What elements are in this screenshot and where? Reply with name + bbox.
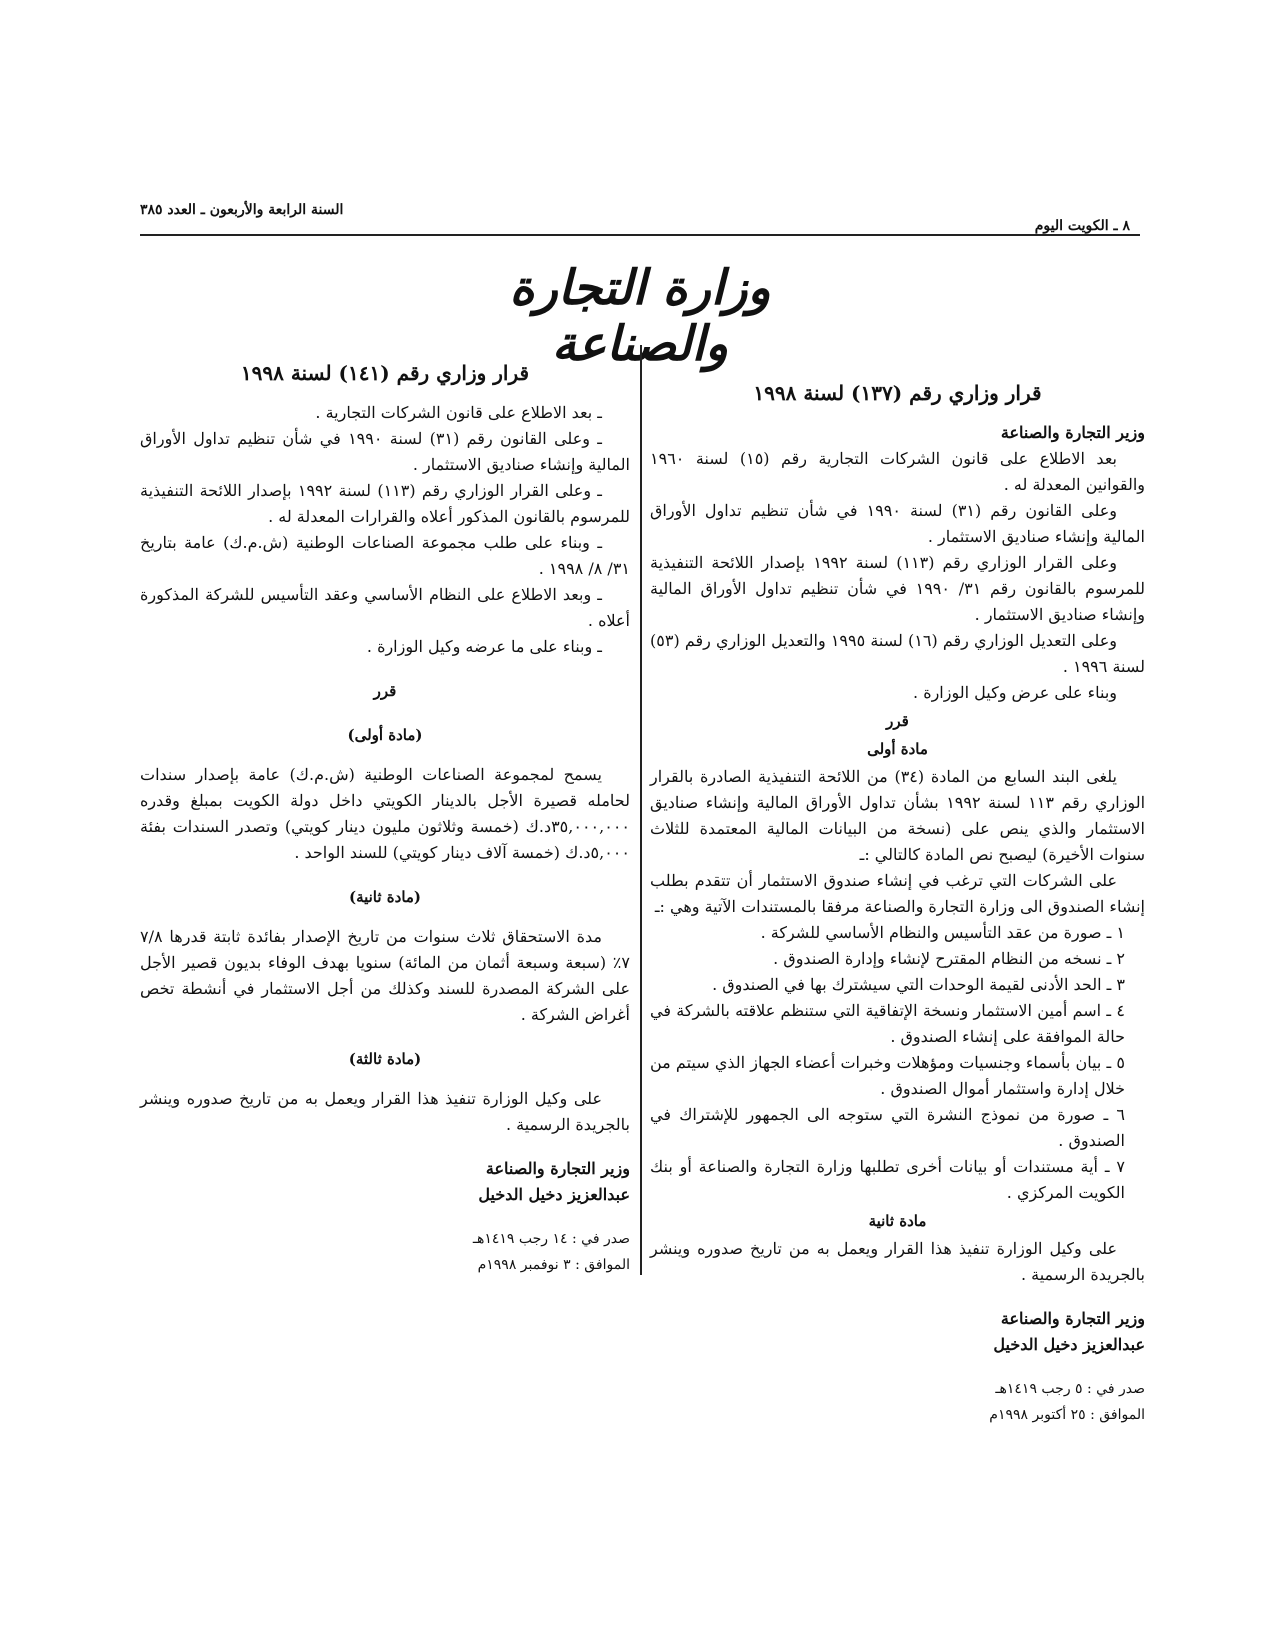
requirement-item: ٢ ـ نسخه من النظام المقترح لإنشاء وإدارة الصندوق . (773, 949, 1125, 968)
preamble-paragraph: ـ وبناء على ما عرضه وكيل الوزارة . (366, 637, 602, 656)
issue-date-gregorian: الموافق : ٣ نوفمبر ١٩٩٨م (477, 1257, 630, 1273)
requirement-item: ٤ ـ اسم أمين الاستثمار ونسخة الإتفاقية التي ستنظم علاقته بالشركة في حالة الموافقة على إنشاء الصندوق . (650, 1001, 1125, 1046)
article-1-paragraph: على الشركات التي ترغب في إنشاء صندوق الاستثمار أن تتقدم بطلب إنشاء الصندوق الى وزارة التجارة والصناعة مرفقا بالمستندات الآتية وهي :ـ (650, 871, 1145, 916)
decree-141-column (140, 360, 630, 1278)
article-3-paragraph: على وكيل الوزارة تنفيذ هذا القرار ويعمل به من تاريخ صدوره وينشر بالجريدة الرسمية . (140, 1089, 630, 1134)
preamble-paragraph: بعد الاطلاع على قانون الشركات التجارية رقم (١٥) لسنة ١٩٦٠ والقوانين المعدلة له . (650, 449, 1145, 494)
issue-date-hijri: صدر في : ١٤ رجب ١٤١٩هـ (472, 1231, 630, 1247)
article-2-paragraph: مدة الاستحقاق ثلاث سنوات من تاريخ الإصدار بفائدة ثابتة قدرها ٧/٨ ٧٪ (سبعة وسبعة أثمان من المائة) سنويا بهدف الوفاء بديون قصير الأجل على الشركة المصدرة للسند وكذلك من أجل الاستثمار في أنشطة تخص أغراض الشركة . (140, 927, 630, 1024)
decree-137-column (650, 380, 1145, 1428)
preamble-paragraph: ـ وعلى القانون رقم (٣١) لسنة ١٩٩٠ في شأن تنظيم تداول الأوراق المالية وإنشاء صناديق الاستثمار . (140, 429, 630, 474)
signature-title: وزير التجارة والصناعة (485, 1159, 630, 1178)
signature-name: عبدالعزيز دخيل الدخيل (993, 1335, 1145, 1354)
preamble-paragraph: ـ بعد الاطلاع على قانون الشركات التجارية . (315, 403, 602, 422)
preamble-paragraph: وبناء على عرض وكيل الوزارة . (913, 683, 1117, 702)
article-1-heading: مادة أولى (867, 740, 928, 758)
decided-heading: قرر (373, 682, 397, 700)
signature-title: وزير التجارة والصناعة (1000, 1309, 1145, 1328)
preamble-paragraph: ـ وعلى القرار الوزاري رقم (١١٣) لسنة ١٩٩٢ بإصدار اللائحة التنفيذية للمرسوم بالقانون المذكور أعلاه والقرارات المعدلة له . (140, 481, 630, 526)
ministry-title-text: وزارة التجارة والصناعة (509, 260, 771, 372)
header-rule (140, 234, 1140, 236)
decided-heading: قرر (886, 712, 909, 730)
article-2-heading: (مادة ثانية) (348, 888, 422, 906)
minister-label: وزير التجارة والصناعة (1000, 423, 1145, 442)
requirement-item: ١ ـ صورة من عقد التأسيس والنظام الأساسي للشركة . (760, 923, 1125, 942)
issue-date-block (650, 1376, 1145, 1428)
issue-header: السنة الرابعة والأربعون ـ العدد ٣٨٥ (140, 202, 344, 218)
signature-block (140, 1156, 630, 1208)
requirement-item: ٥ ـ بيان بأسماء وجنسيات ومؤهلات وخبرات أعضاء الجهاز الذي سيتم من خلال إدارة واستثمار أموال الصندوق . (650, 1053, 1125, 1098)
requirement-item: ٣ ـ الحد الأدنى لقيمة الوحدات التي سيشترك بها في الصندوق . (712, 975, 1125, 994)
issue-date-block (140, 1226, 630, 1278)
preamble-paragraph: وعلى القرار الوزاري رقم (١١٣) لسنة ١٩٩٢ بإصدار اللائحة التنفيذية للمرسوم بالقانون رقم ٣١/ ١٩٩٠ في شأن تنظيم تداول الأوراق المالية وإنشاء صناديق الاستثمار . (650, 553, 1146, 624)
article-2-paragraph: على وكيل الوزارة تنفيذ هذا القرار ويعمل به من تاريخ صدوره وينشر بالجريدة الرسمية . (650, 1239, 1145, 1284)
preamble-paragraph: ـ وبعد الاطلاع على النظام الأساسي وعقد التأسيس للشركة المذكورة أعلاه . (140, 585, 630, 630)
requirement-item: ٦ ـ صورة من نموذج النشرة التي ستوجه الى الجمهور للإشتراك في الصندوق . (650, 1105, 1125, 1150)
article-3-heading: (مادة ثالثة) (348, 1050, 422, 1068)
signature-name: عبدالعزيز دخيل الدخيل (478, 1185, 630, 1204)
decree-141-title: قرار وزاري رقم (١٤١) لسنة ١٩٩٨ (240, 361, 530, 385)
article-1-heading: (مادة أولى) (347, 726, 423, 744)
decree-137-title: قرار وزاري رقم (١٣٧) لسنة ١٩٩٨ (753, 381, 1042, 405)
ministry-title (420, 260, 860, 372)
signature-block (650, 1306, 1145, 1358)
preamble-paragraph: وعلى القانون رقم (٣١) لسنة ١٩٩٠ في شأن تنظيم تداول الأوراق المالية وإنشاء صناديق الاستثمار . (650, 501, 1145, 546)
article-1-paragraph: يلغى البند السابع من المادة (٣٤) من اللائحة التنفيذية الصادرة بالقرار الوزاري رقم ١١٣ لسنة ١٩٩٢ بشأن تداول الأوراق المالية وإنشاء صناديق الاستثمار والذي ينص على (نسخة من البيانات المالية المعتمدة للثلاث سنوات الأخيرة) ليصبح نص المادة كالتالي :ـ (650, 767, 1146, 864)
article-2-heading: مادة ثانية (868, 1212, 927, 1230)
column-divider (640, 345, 642, 1275)
preamble-paragraph: وعلى التعديل الوزاري رقم (١٦) لسنة ١٩٩٥ والتعديل الوزاري رقم (٥٣) لسنة ١٩٩٦ . (650, 631, 1145, 676)
issue-date-hijri: صدر في : ٥ رجب ١٤١٩هـ (995, 1381, 1145, 1397)
article-1-paragraph: يسمح لمجموعة الصناعات الوطنية (ش.م.ك) عامة بإصدار سندات لحامله قصيرة الأجل بالدينار الكويتي داخل دولة الكويت بمبلغ وقدره ٣٥,٠٠٠,٠٠٠د.ك (خمسة وثلاثون مليون دينار كويتي) وتصدر السندات بفئة ٥,٠٠٠د.ك (خمسة آلاف دينار كويتي) للسند الواحد . (140, 765, 630, 862)
preamble-paragraph: ـ وبناء على طلب مجموعة الصناعات الوطنية (ش.م.ك) عامة بتاريخ ٣١/ ٨/ ١٩٩٨ . (140, 533, 630, 578)
issue-date-gregorian: الموافق : ٢٥ أكتوبر ١٩٩٨م (989, 1407, 1145, 1423)
requirement-item: ٧ ـ أية مستندات أو بيانات أخرى تطلبها وزارة التجارة والصناعة أو بنك الكويت المركزي . (650, 1157, 1125, 1202)
page-number-header: ٨ ـ الكويت اليوم (1034, 218, 1130, 234)
